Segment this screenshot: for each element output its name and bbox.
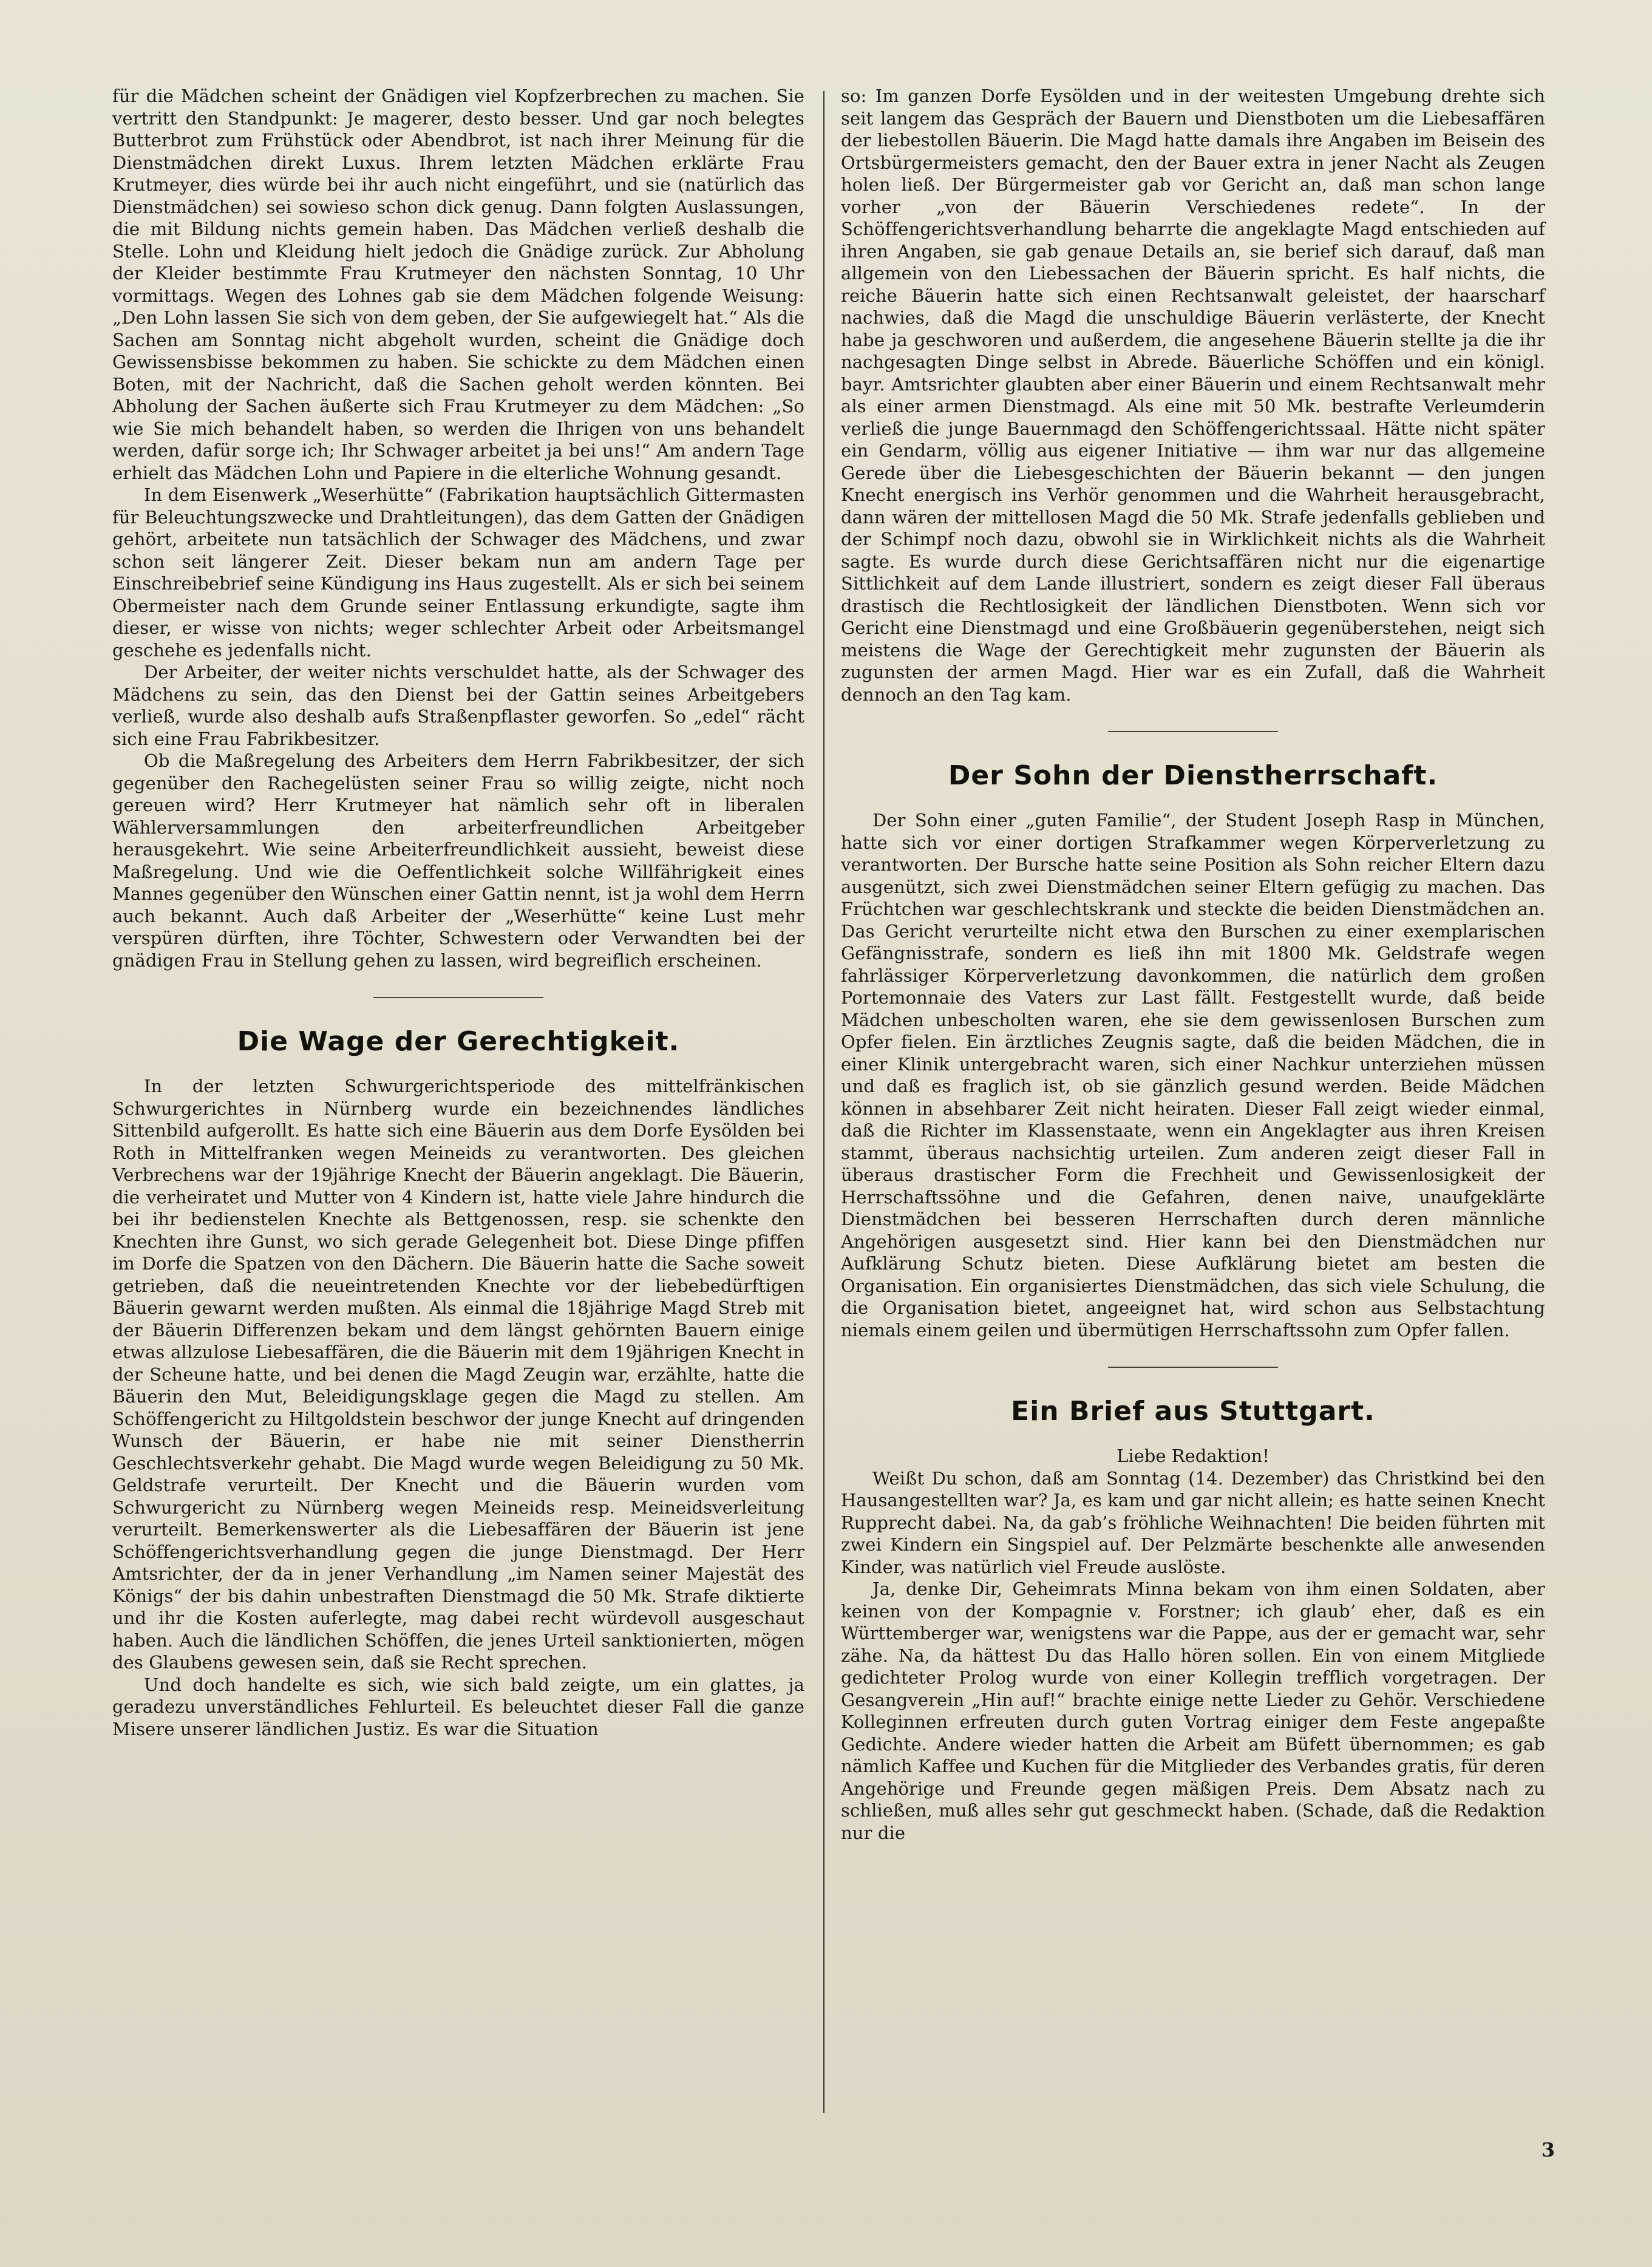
article-paragraph: Der Arbeiter, der weiter nichts verschuldet hatte, als der Schwager des Mädchens zu sein, das den Dienst bei der Gattin seines Arbeitgebers verließ, wurde also deshalb aufs Straßenpflaster geworfen. So „edel“ rächt sich eine Frau Fabrikbesitzer. bbox=[112, 662, 804, 749]
section-divider bbox=[1108, 731, 1278, 732]
section-divider bbox=[1108, 1367, 1278, 1368]
column-divider bbox=[823, 91, 824, 2113]
article-paragraph: Ja, denke Dir, Geheimrats Minna bekam von ihm einen Soldaten, aber keinen von der Kompagnie v. Forstner; ich glaub’ eher, daß es ein Württemberger war, wenigstens war die Pappe, aus der er gemacht war, sehr zähe. Na, da hättest Du das Hallo hören sollen. Ein von einem Mitgliede gedichteter Prolog wurde von einer Kollegin trefflich vorgetragen. Der Gesangverein „Hin auf!“ brachte einige nette Lieder zu Gehör. Verschiedene Kolleginnen erfreuten durch guten Vortrag einiger dem Feste angepaßte Gedichte. Andere wieder hatten die Arbeit am Büfett übernommen; es gab nämlich Kaffee und Kuchen für die Mitglieder des Verbandes gratis, für deren Angehörige und Freunde gegen mäßigen Preis. Dem Absatz nach zu schließen, muß alles sehr gut geschmeckt haben. (Schade, daß die Redaktion nur die bbox=[841, 1579, 1545, 1843]
section-divider bbox=[373, 997, 543, 998]
left-column bbox=[112, 85, 804, 1740]
right-column bbox=[841, 85, 1545, 1844]
letter-salutation: Liebe Redaktion! bbox=[1117, 1446, 1270, 1466]
article-paragraph: In der letzten Schwurgerichtsperiode des mittelfränkischen Schwurgerichtes in Nürnberg wurde ein bezeichnendes ländliches Sittenbild aufgerollt. Es hatte sich eine Bäuerin aus dem Dorfe Eysölden bei Roth in Mittelfranken wegen Meineids zu verantworten. Des gleichen Verbrechens war der 19jährige Knecht der Bäuerin angeklagt. Die Bäuerin, die verheiratet und Mutter von 4 Kindern ist, hatte viele Jahre hindurch die bei ihr bedienstelen Knechte als Bettgenossen, resp. sie schenkte den Knechten ihre Gunst, wo sich gerade Gelegenheit bot. Diese Dinge pfiffen im Dorfe die Spatzen von den Dächern. Die Bäuerin hatte die Sache soweit getrieben, daß die neueintretenden Knechte vor der liebebedürftigen Bäuerin gewarnt werden mußten. Als einmal die 18jährige Magd Streb mit der Bäuerin Differenzen bekam und dem längst gehörnten Bauern einige etwas allzulose Liebesaffären, die die Bäuerin mit dem 19jährigen Knecht in der Scheune hatte, und bei denen die Magd Zeugin war, erzählte, hatte die Bäuerin den Mut, Beleidigungsklage gegen die Magd zu stellen. Am Schöffengericht zu Hiltgoldstein beschwor der junge Knecht auf dringenden Wunsch der Bäuerin, er habe nie mit seiner Dienstherrin Geschlechtsverkehr gehabt. Die Magd wurde wegen Beleidigung zu 50 Mk. Geldstrafe verurteilt. Der Knecht und die Bäuerin wurden vom Schwurgericht zu Nürnberg wegen Meineids resp. Meineidsverleitung verurteilt. Bemerkenswerter als die Liebesaffären der Bäuerin ist jene Schöffengerichtsverhandlung gegen die junge Dienstmagd. Der Herr Amtsrichter, der da in jener Verhandlung „im Namen seiner Majestät des Königs“ der bis dahin unbestraften Dienstmagd die 50 Mk. Strafe diktierte und ihr die Kosten auferlegte, mag dabei recht würdevoll ausgeschaut haben. Auch die ländlichen Schöffen, die jenes Urteil sanktionierten, mögen des Glaubens gewesen sein, daß sie Recht sprechen. bbox=[112, 1076, 804, 1673]
page-number: 3 bbox=[1541, 2138, 1555, 2161]
article-paragraph: Ob die Maßregelung des Arbeiters dem Herrn Fabrikbesitzer, der sich gegenüber den Rachegelüsten seiner Frau so willig zeigte, nicht noch gereuen wird? Herr Krutmeyer hat nämlich sehr oft in liberalen Wählerversammlungen den arbeiterfreundlichen Arbeitgeber herausgekehrt. Wie seine Arbeiterfreundlichkeit aussieht, beweist diese Maßregelung. Und wie die Oeffentlichkeit solche Willfährigkeit eines Mannes gegenüber den Wünschen einer Gattin nennt, ist ja wohl dem Herrn auch bekannt. Auch daß Arbeiter der „Weserhütte“ keine Lust mehr verspüren dürften, ihre Töchter, Schwestern oder Verwandten bei der gnädigen Frau in Stellung gehen zu lassen, wird begreiflich erscheinen. bbox=[112, 750, 804, 971]
article-title-wage: Die Wage der Gerechtigkeit. bbox=[237, 1026, 680, 1057]
article-title-brief: Ein Brief aus Stuttgart. bbox=[1011, 1396, 1375, 1427]
article-paragraph: In dem Eisenwerk „Weserhütte“ (Fabrikation hauptsächlich Gittermasten für Beleuchtungszwecke und Drahtleitungen), das dem Gatten der Gnädigen gehört, arbeitete nun tatsächlich der Schwager des Mädchens, und zwar schon seit längerer Zeit. Dieser bekam nun am andern Tage per Einschreibebrief seine Kündigung ins Haus zugestellt. Als er sich bei seinem Obermeister nach dem Grunde seiner Entlassung erkundigte, sagte ihm dieser, er wisse von nichts; weger schlechter Arbeit oder Arbeitsmangel geschehe es jedenfalls nicht. bbox=[112, 484, 804, 661]
article-paragraph: Der Sohn einer „guten Familie“, der Student Joseph Rasp in München, hatte sich vor einer dortigen Strafkammer wegen Körperverletzung zu verantworten. Der Bursche hatte seine Position als Sohn reicher Eltern dazu ausgenützt, sich zwei Dienstmädchen seiner Eltern gefügig zu machen. Das Früchtchen war geschlechtskrank und steckte die beiden Dienstmädchen an. Das Gericht verurteilte nicht etwa den Burschen zu einer exemplarischen Gefängnisstrafe, sondern es ließ ihn mit 1800 Mk. Geldstrafe wegen fahrlässiger Körperverletzung davonkommen, die natürlich dem großen Portemonnaie des Vaters zur Last fällt. Festgestellt wurde, daß beide Mädchen unbescholten waren, ehe sie dem gewissenlosen Burschen zum Opfer fielen. Ein ärztliches Zeugnis sagte, daß die beiden Mädchen, die in einer Klinik untergebracht waren, sich einer Nachkur unterziehen müssen und daß es fraglich ist, ob sie gänzlich gesund werden. Beide Mädchen können in absehbarer Zeit nicht heiraten. Dieser Fall zeigt wieder einmal, daß die Richter im Klassenstaate, wenn ein Angeklagter aus ihren Kreisen stammt, überaus nachsichtig urteilen. Zum anderen zeigt dieser Fall in überaus drastischer Form die Frechheit und Gewissenlosigkeit der Herrschaftssöhne und die Gefahren, denen naive, unaufgeklärte Dienstmädchen bei besseren Herrschaften durch deren männliche Angehörigen ausgesetzt sind. Hier kann bei den Dienstmädchen nur Aufklärung Schutz bieten. Diese Aufklärung bietet am besten die Organisation. Ein organisiertes Dienstmädchen, das sich viele Schulung, die die Organisation bietet, angeeignet hat, wird schon aus Selbstachtung niemals einem geilen und übermütigen Herrschaftssohn zum Opfer fallen. bbox=[841, 810, 1545, 1341]
article-paragraph: für die Mädchen scheint der Gnädigen viel Kopfzerbrechen zu machen. Sie vertritt den Standpunkt: Je magerer, desto besser. Und gar noch belegtes Butterbrot zum Frühstück oder Abendbrot, ist nach ihrer Meinung für die Dienstmädchen direkt Luxus. Ihrem letzten Mädchen erklärte Frau Krutmeyer, dies würde bei ihr auch nicht eingeführt, und sie (natürlich das Dienstmädchen) sei sowieso schon dick genug. Dann folgten Auslassungen, die mit Bildung nichts gemein haben. Das Mädchen verließ deshalb die Stelle. Lohn und Kleidung hielt jedoch die Gnädige zurück. Zur Abholung der Kleider bestimmte Frau Krutmeyer den nächsten Sonntag, 10 Uhr vormittags. Wegen des Lohnes gab sie dem Mädchen folgende Weisung: „Den Lohn lassen Sie sich von dem geben, der Sie aufgewiegelt hat.“ Als die Sachen am Sonntag nicht abgeholt wurden, scheint die Gnädige doch Gewissensbisse bekommen zu haben. Sie schickte zu dem Mädchen einen Boten, mit der Nachricht, daß die Sachen geholt werden könnten. Bei Abholung der Sachen äußerte sich Frau Krutmeyer zu dem Mädchen: „So wie Sie mich behandelt haben, so werden die Ihrigen von uns behandelt werden, dafür sorge ich; Ihr Schwager arbeitet ja bei uns!“ Am andern Tage erhielt das Mädchen Lohn und Papiere in die elterliche Wohnung gesandt. bbox=[112, 86, 804, 483]
article-title-sohn: Der Sohn der Dienstherrschaft. bbox=[948, 760, 1438, 791]
article-paragraph: Weißt Du schon, daß am Sonntag (14. Dezember) das Christkind bei den Hausangestellten war? Ja, es kam und gar nicht allein; es hatte seinen Knecht Rupprecht dabei. Na, da gab’s fröhliche Weihnachten! Die beiden führten mit zwei Kindern ein Singspiel auf. Der Pelzmärte beschenkte alle anwesenden Kinder, was natürlich viel Freude auslöste. bbox=[841, 1467, 1545, 1577]
article-paragraph: so: Im ganzen Dorfe Eysölden und in der weitesten Umgebung drehte sich seit langem das Gespräch der Bauern und Dienstboten um die Liebesaffären der liebestollen Bäuerin. Die Magd hatte damals ihre Angaben im Beisein des Ortsbürgermeisters gemacht, den der Bauer extra in jener Nacht als Zeugen holen ließ. Der Bürgermeister gab vor Gericht an, daß man schon lange vorher „von der Bäuerin Verschiedenes redete“. In der Schöffengerichtsverhandlung beharrte die angeklagte Magd entschieden auf ihren Angaben, sie gab genaue Details an, sie berief sich darauf, daß man allgemein von den Liebessachen der Bäuerin spricht. Es half nichts, die reiche Bäuerin hatte sich einen Rechtsanwalt geleistet, der haarscharf nachwies, daß die Magd die unschuldige Bäuerin verlästerte, der Knecht habe ja geschworen und außerdem, die angesehene Bäuerin stellte ja die ihr nachgesagten Dinge selbst in Abrede. Bäuerliche Schöffen und ein königl. bayr. Amtsrichter glaubten aber einer Bäuerin und einem Rechtsanwalt mehr als einer armen Dienstmagd. Als eine mit 50 Mk. bestrafte Verleumderin verließ die junge Bauernmagd den Schöffengerichtssaal. Hätte nicht später ein Gendarm, völlig aus eigener Initiative — ihm war nur das allgemeine Gerede über die Liebesgeschichten der Bäuerin bekannt — den jungen Knecht energisch ins Verhör genommen und die Wahrheit herausgebracht, dann wären der mittellosen Magd die 50 Mk. Strafe jedenfalls geblieben und der Schimpf noch dazu, obwohl sie in Wirklichkeit nichts als die Wahrheit sagte. Es wurde durch diese Gerichtsaffären nicht nur die eigenartige Sittlichkeit auf dem Lande illustriert, sondern es zeigt dieser Fall überaus drastisch die Rechtlosigkeit der ländlichen Dienstboten. Wenn sich vor Gericht eine Dienstmagd und eine Großbäuerin gegenüberstehen, neigt sich meistens die Wage der Gerechtigkeit mehr zugunsten der Bäuerin als zugunsten der armen Magd. Hier war es ein Zufall, daß die Wahrheit dennoch an den Tag kam. bbox=[841, 86, 1545, 705]
article-paragraph: Und doch handelte es sich, wie sich bald zeigte, um ein glattes, ja geradezu unverständliches Fehlurteil. Es beleuchtet dieser Fall die ganze Misere unserer ländlichen Justiz. Es war die Situation bbox=[112, 1674, 804, 1739]
